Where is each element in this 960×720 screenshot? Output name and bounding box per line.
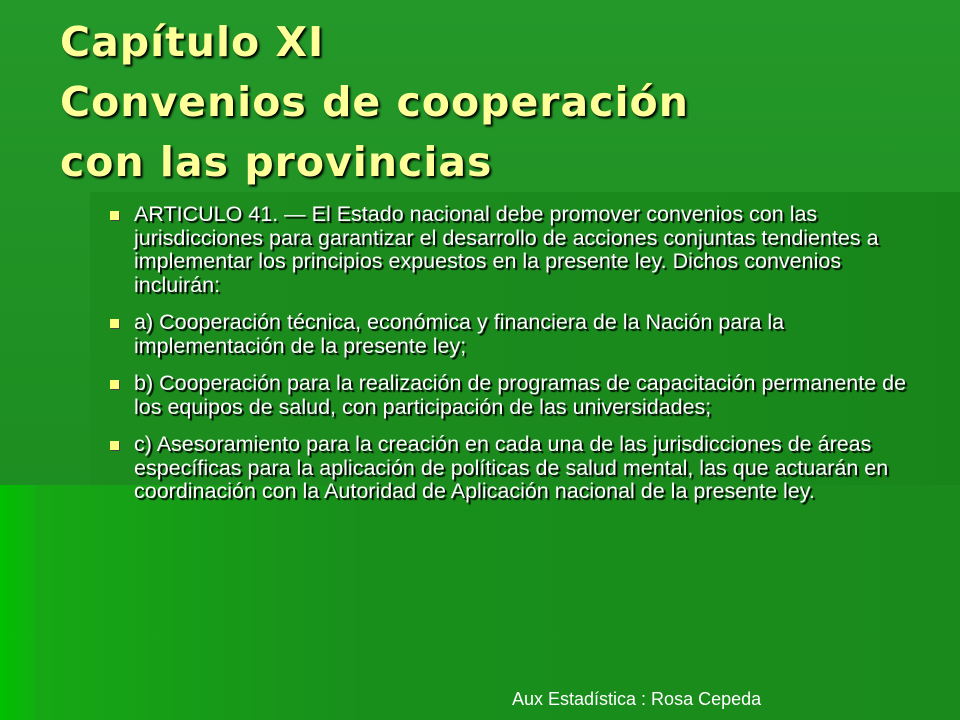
bullet-item [102,433,922,504]
bullet-text: b) Cooperación para la realización de programas de capacitación permanente de los equipos de salud, con participación de las universidades; [134,371,907,419]
bullet-list [102,203,922,518]
slide-title [60,12,920,192]
background-panel-lower [35,485,960,720]
background-accent-strip [0,485,35,720]
bullet-item [102,203,922,297]
title-line: con las provincias [60,138,493,186]
square-bullet-icon [110,441,119,450]
square-bullet-icon [110,211,119,220]
square-bullet-icon [110,319,119,328]
bullet-item [102,311,922,358]
title-line: Convenios de cooperación [60,78,689,126]
footer-author: Aux Estadística : Rosa Cepeda [512,689,762,709]
title-line: Capítulo XI [60,18,325,66]
bullet-text: ARTICULO 41. — El Estado nacional debe promover convenios con las jurisdicciones para garantizar el desarrollo de acciones conjuntas tendientes a implementar los principios expuestos en la presente ley. Dichos convenios incluirán: [134,202,879,297]
square-bullet-icon [110,380,119,389]
bullet-item [102,372,922,419]
bullet-text: a) Cooperación técnica, económica y financiera de la Nación para la implementación de la presente ley; [134,310,785,358]
bullet-text: c) Asesoramiento para la creación en cada una de las jurisdicciones de áreas específicas para la aplicación de políticas de salud mental, las que actuarán en coordinación con la Autoridad de Aplicación nacional de la presente ley. [134,432,889,503]
